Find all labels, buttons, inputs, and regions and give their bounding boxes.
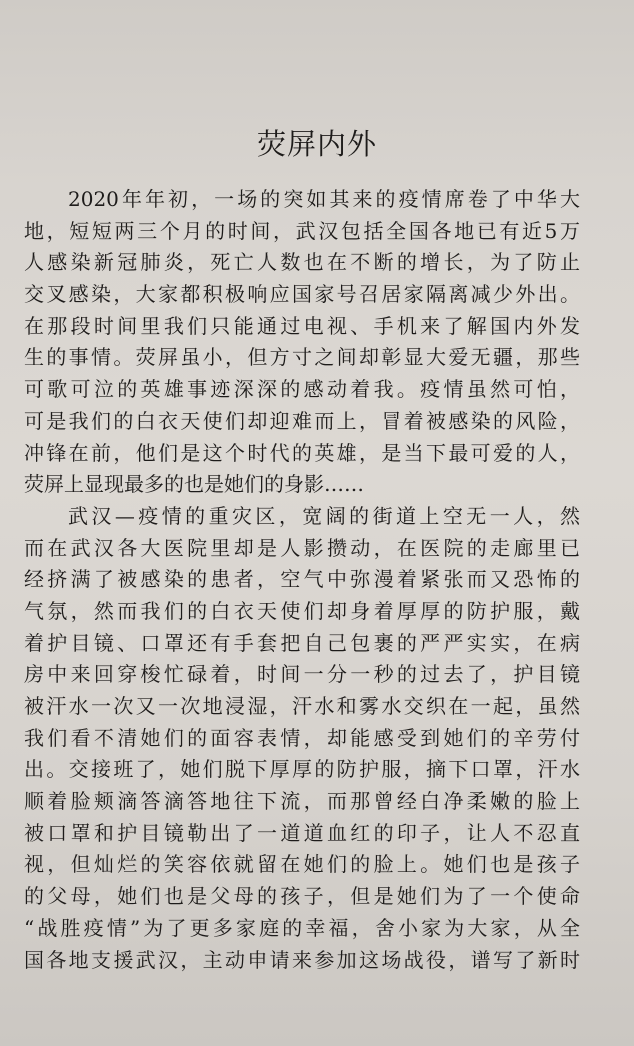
text-line: 国各地支援武汉，主动申请来参加这场战役，谱写了新时: [24, 947, 580, 972]
text-line: 在那段时间里我们只能通过电视、手机来了解国内外发: [24, 313, 580, 338]
text-line: 武汉—疫情的重灾区，宽阔的街道上空无一人，然: [68, 503, 580, 528]
text-line: 的父母，她们也是父母的孩子，但是她们为了一个使命: [24, 884, 580, 909]
text-line: 被口罩和护目镜勒出了一道道血红的印子，让人不忍直: [24, 820, 580, 845]
text-line: 可歌可泣的英雄事迹深深的感动着我。疫情虽然可怕，: [24, 377, 580, 402]
text-line: 被汗水一次又一次地浸湿，汗水和雾水交织在一起，虽然: [24, 694, 580, 718]
text-line: 出。交接班了，她们脱下厚厚的防护服，摘下口罩，汗水: [24, 757, 580, 782]
text-line: 而在武汉各大医院里却是人影攒动，在医院的走廊里已: [24, 535, 580, 560]
text-line: 交叉感染，大家都积极响应国家号召居家隔离减少外出。: [24, 282, 580, 307]
text-line: “战胜疫情”为了更多家庭的幸福，舍小家为大家，从全: [24, 915, 580, 940]
page-title: 荧屏内外: [256, 127, 377, 161]
text-line: 房中来回穿梭忙碌着，时间一分一秒的过去了，护目镜: [24, 662, 580, 687]
text-line: 顺着脸颊滴答滴答地往下流，而那曾经白净柔嫩的脸上: [24, 789, 580, 814]
text-line: 我们看不清她们的面容表情，却能感受到她们的辛劳付: [24, 725, 580, 750]
article-body: [24, 184, 580, 976]
text-line: 视，但灿烂的笑容依就留在她们的脸上。她们也是孩子: [24, 852, 580, 877]
text-line: 生的事情。荧屏虽小，但方寸之间却彰显大爱无疆，那些: [24, 345, 580, 370]
text-line: 地，短短两三个月的时间，武汉包括全国各地已有近5万: [24, 218, 580, 243]
text-line: 着护目镜、口罩还有手套把自己包裹的严严实实，在病: [24, 630, 580, 655]
text-line: 冲锋在前，他们是这个时代的英雄，是当下最可爱的人，: [24, 440, 580, 465]
text-line: 人感染新冠肺炎，死亡人数也在不断的增长，为了防止: [24, 250, 580, 275]
text-line: 经挤满了被感染的患者，空气中弥漫着紧张而又恐怖的: [24, 567, 580, 592]
text-line: 气氛，然而我们的白衣天使们却身着厚厚的防护服，戴: [24, 598, 580, 623]
text-line: 2020年年初，一场的突如其来的疫情席卷了中华大: [68, 187, 580, 211]
text-line: 可是我们的白衣天使们却迎难而上，冒着被感染的风险，: [24, 408, 580, 433]
text-line: 荧屏上显现最多的也是她们的身影……: [24, 472, 364, 497]
